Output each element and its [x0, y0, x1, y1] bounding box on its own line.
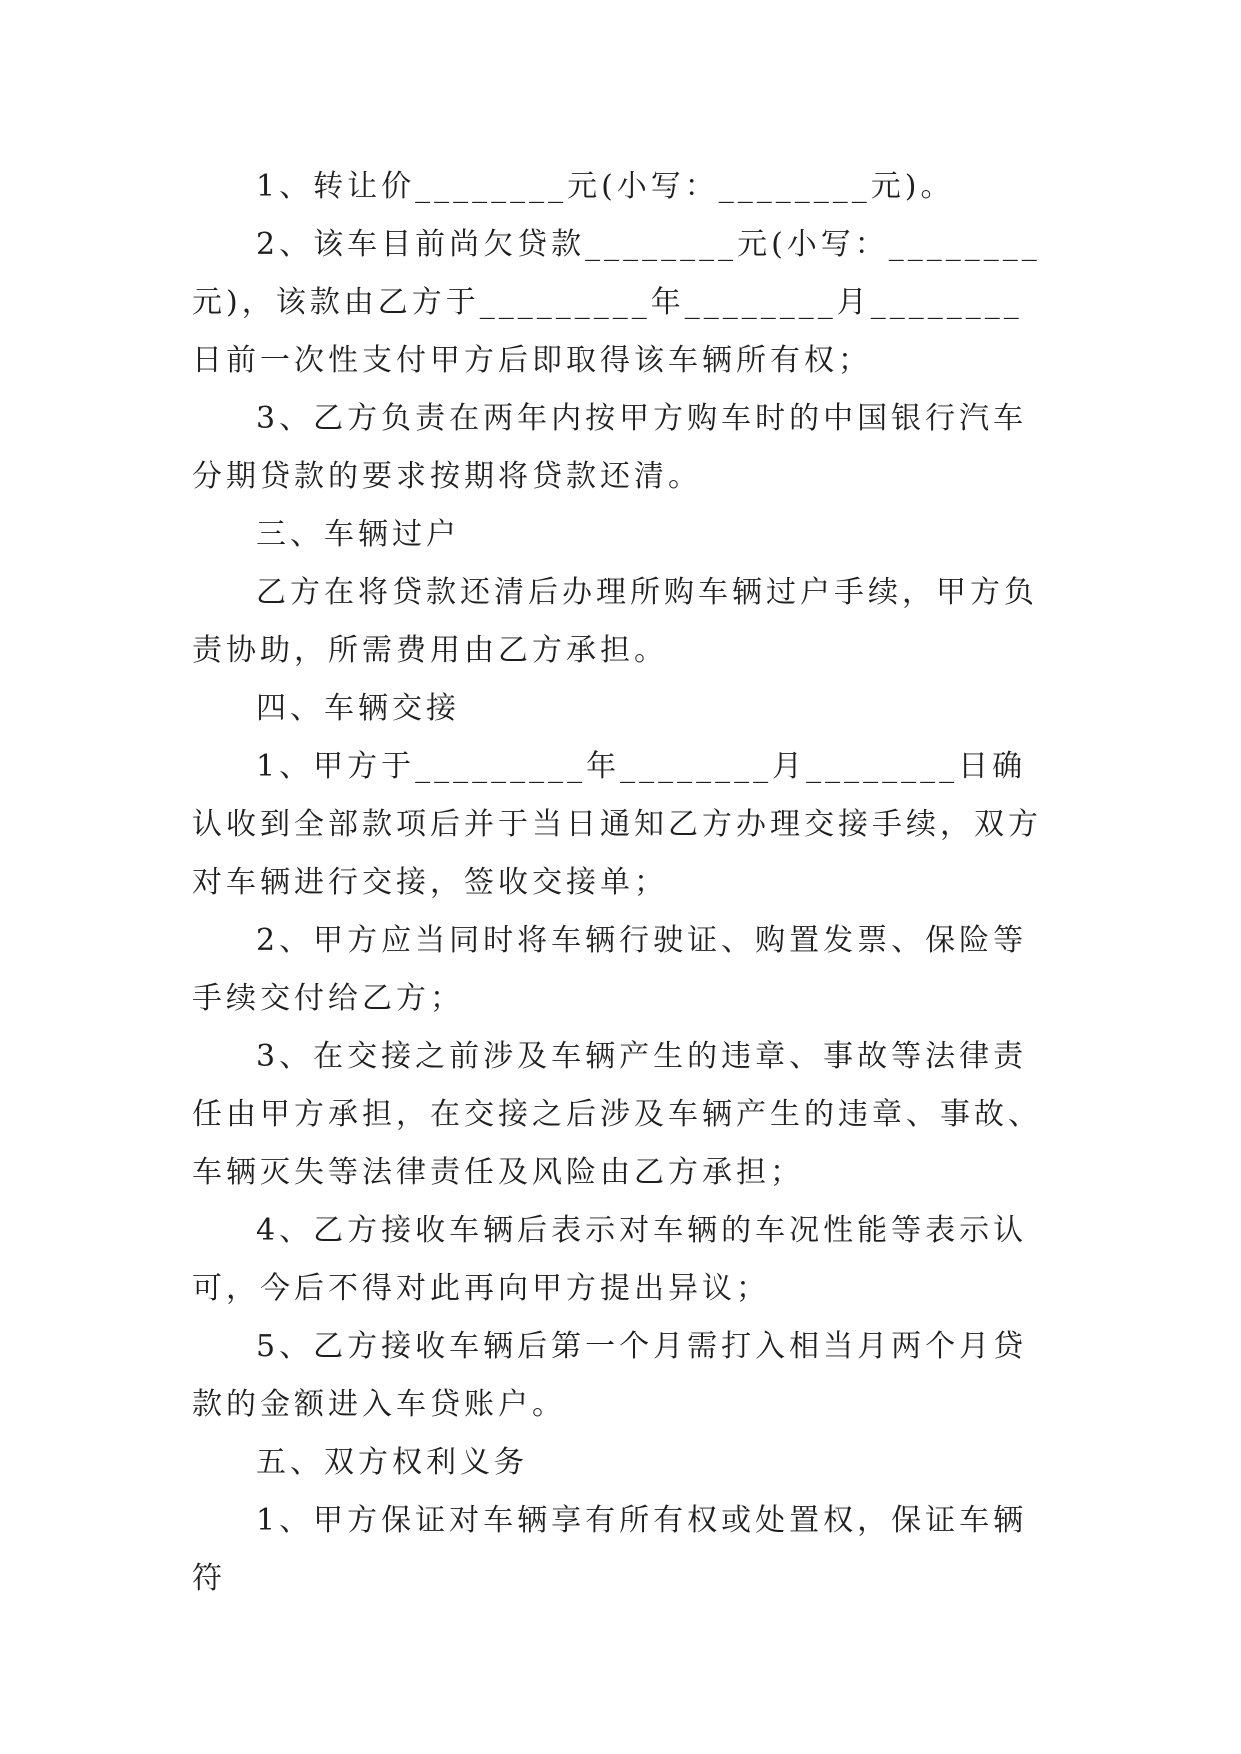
paragraph-handover-5: 5、乙方接收车辆后第一个月需打入相当月两个月贷款的金额进入车贷账户。 [192, 1329, 1028, 1422]
section-heading-handover: 四、车辆交接 [256, 691, 460, 726]
paragraph-handover-3: 3、在交接之前涉及车辆产生的违章、事故等法律责任由甲方承担，在交接之后涉及车辆产生的违章、事故、车辆灭失等法律责任及风险由乙方承担； [192, 1039, 1042, 1190]
section-heading-transfer: 三、车辆过户 [256, 517, 460, 552]
paragraph-loan-repayment: 3、乙方负责在两年内按甲方购车时的中国银行汽车分期贷款的要求按期将贷款还清。 [192, 401, 1028, 494]
paragraph-handover-4: 4、乙方接收车辆后表示对车辆的车况性能等表示认可，今后不得对此再向甲方提出异议； [192, 1213, 1028, 1306]
document-body [192, 158, 1052, 1608]
paragraph-loan-balance: 2、该车目前尚欠贷款________元(小写：________元)，该款由乙方于_________年________月________日前一次性支付甲方后即取得该车辆所有权； [192, 227, 1041, 378]
section-heading-rights: 五、双方权利义务 [256, 1445, 528, 1480]
paragraph-handover-2: 2、甲方应当同时将车辆行驶证、购置发票、保险等手续交付给乙方； [192, 923, 1028, 1016]
paragraph-transfer: 乙方在将贷款还清后办理所购车辆过户手续，甲方负责协助，所需费用由乙方承担。 [192, 575, 1038, 668]
paragraph-price: 1、转让价________元(小写：________元)。 [256, 169, 955, 204]
paragraph-handover-1: 1、甲方于_________年________月________日确认收到全部款项后并于当日通知乙方办理交接手续，双方对车辆进行交接，签收交接单； [192, 749, 1042, 900]
paragraph-rights-1: 1、甲方保证对车辆享有所有权或处置权，保证车辆符 [192, 1503, 1028, 1596]
